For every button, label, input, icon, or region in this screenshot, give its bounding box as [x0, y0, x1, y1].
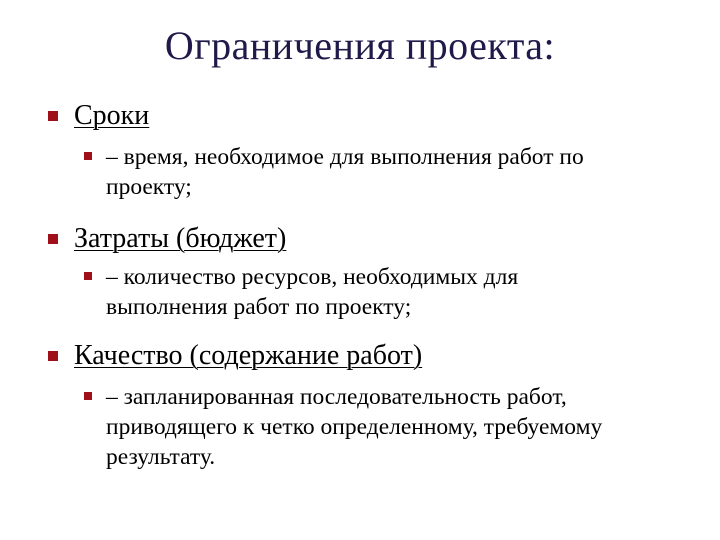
square-bullet-icon — [84, 272, 92, 280]
sub-bullet-quality — [84, 382, 712, 472]
bullet-item-budget — [48, 222, 286, 256]
square-bullet-icon — [48, 351, 58, 361]
bullet-label-budget: Затраты (бюджет) — [74, 223, 287, 254]
bullet-item-deadlines — [48, 99, 149, 133]
bullet-label-deadlines: Сроки — [74, 100, 150, 131]
slide-title: Ограничения проекта: — [164, 23, 556, 68]
sub-bullet-budget — [84, 262, 712, 322]
square-bullet-icon — [48, 234, 58, 244]
sub-bullet-text-budget: – количество ресурсов, необходимых для выполнения работ по проекту; — [106, 264, 519, 320]
square-bullet-icon — [48, 111, 58, 121]
square-bullet-icon — [84, 152, 92, 160]
bullet-label-quality: Качество (содержание работ) — [74, 340, 423, 371]
sub-bullet-text-deadlines: – время, необходимое для выполнения работ по проекту; — [106, 144, 584, 200]
sub-bullet-text-quality: – запланированная последовательность работ, приводящего к четко определенному, требуемому результату. — [106, 384, 603, 470]
square-bullet-icon — [84, 392, 92, 400]
bullet-item-quality — [48, 339, 422, 373]
sub-bullet-deadlines — [84, 142, 712, 202]
